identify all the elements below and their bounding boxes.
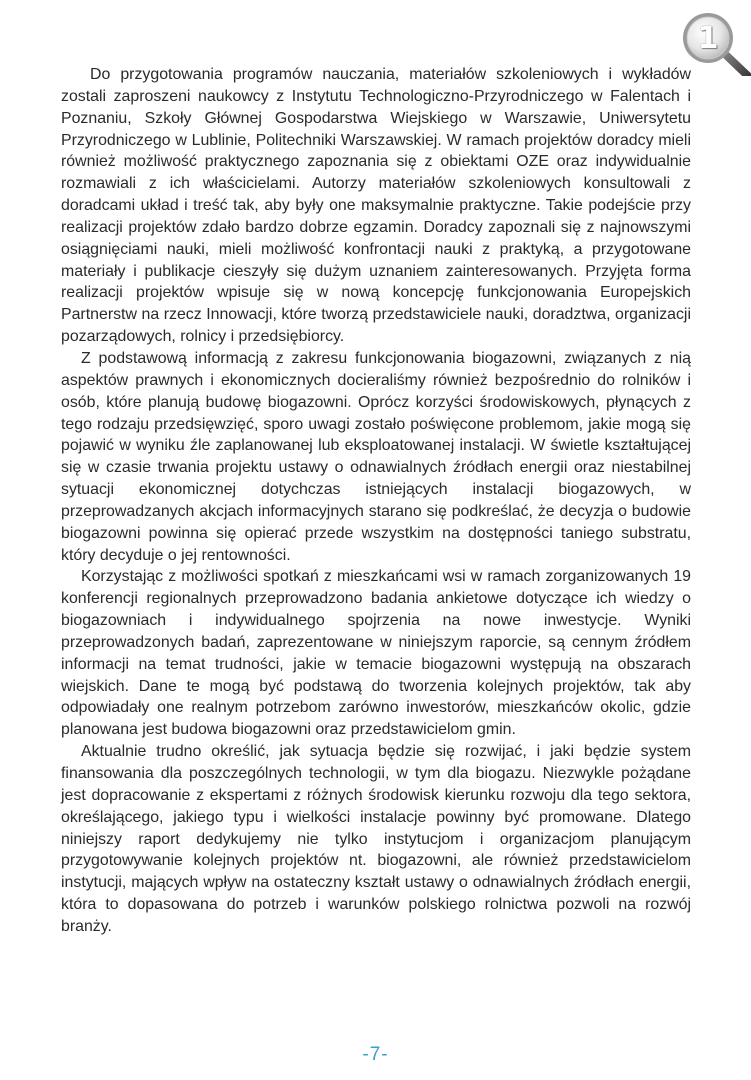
chapter-badge (682, 6, 751, 76)
paragraph: Z podstawową informacją z zakresu funkcjonowania biogazowni, związanych z nią aspektów prawnych i ekonomicznych docieraliśmy również bezpośrednio do rolników i osób, które planują budowę biogazowni. Oprócz korzyści środowiskowych, płynących z tego rodzaju przedsięwzięć, sporo uwagi zostało poświęcone problemom, jakie mogą się pojawić w wyniku źle zaplanowanej lub eksploatowanej instalacji. W świetle kształtującej się w czasie trwania projektu ustawy o odnawialnych źródłach energii oraz niestabilnej sytuacji ekonomicznej dotychczas istniejących instalacji biogazowych, w przeprowadzanych akcjach informacyjnych starano się podkreślać, że decyzja o budowie biogazowni powinna się opierać przede wszystkim na dostępności taniego substratu, który decyduje o jej rentowności. (61, 349, 691, 564)
page-body (61, 64, 691, 938)
page-number: -7- (362, 1044, 389, 1065)
paragraph: Do przygotowania programów nauczania, materiałów szkoleniowych i wykładów zostali zaproszeni naukowcy z Instytutu Technologiczno-Przyrodniczego w Falentach i Poznaniu, Szkoły Głównej Gospodarstwa Wiejskiego w Warszawie, Uniwersytetu Przyrodniczego w Lublinie, Politechniki Warszawskiej. W ramach projektów doradcy mieli również możliwość praktycznego zapoznania się z obiektami OZE oraz indywidualnie rozmawiali z ich właścicielami. Autorzy materiałów szkoleniowych konsultowali z doradcami układ i treść tak, aby były one maksymalnie praktyczne. Takie podejście przy realizacji projektów zdało bardzo dobrze egzamin. Doradcy zapoznali się z najnowszymi osiągnięciami nauki, mieli możliwość konfrontacji nauki z praktyką, a przygotowane materiały i publikacje cieszyły się dużym uznaniem zainteresowanych. Przyjęta forma realizacji projektów wpisuje się w nową koncepcję funkcjonowania Europejskich Partnerstw na rzecz Innowacji, które tworzą przedstawiciele nauki, doradztwa, organizacji pozarządowych, rolnicy i przedsiębiorcy. (61, 66, 691, 346)
paragraph: Aktualnie trudno określić, jak sytuacja będzie się rozwijać, i jaki będzie system finansowania dla poszczególnych technologii, w tym dla biogazu. Niezwykle pożądane jest dopracowanie z ekspertami z różnych środowisk kierunku rozwoju dla tego sektora, określającego, jakiego typu i wielkości instalacje powinny być promowane. Dlatego niniejszy raport dedykujemy nie tylko instytucjom i organizacjom planującym przygotowywanie kolejnych projektów nt. biogazowni, ale również przedstawicielom instytucji, mających wpływ na ostateczny kształt ustawy o odnawialnych źródłach energii, która to dopasowana do potrzeb i warunków polskiego rolnictwa pozwoli na rozwój branży. (61, 743, 691, 935)
chapter-number: 1 (697, 20, 719, 56)
paragraph: Korzystając z możliwości spotkań z mieszkańcami wsi w ramach zorganizowanych 19 konferencji regionalnych przeprowadzono badania ankietowe dotyczące ich wiedzy o biogazowniach i indywidualnego spojrzenia na nowe inwestycje. Wyniki przeprowadzonych badań, zaprezentowane w niniejszym raporcie, są cennym źródłem informacji na temat trudności, jakie w temacie biogazowni występują na obszarach wiejskich. Dane te mogą być podstawą do tworzenia kolejnych projektów, tak aby odpowiadały one realnym potrzebom zarówno inwestorów, mieszkańców okolic, gdzie planowana jest budowa biogazowni oraz przedstawicielom gmin. (61, 568, 691, 739)
